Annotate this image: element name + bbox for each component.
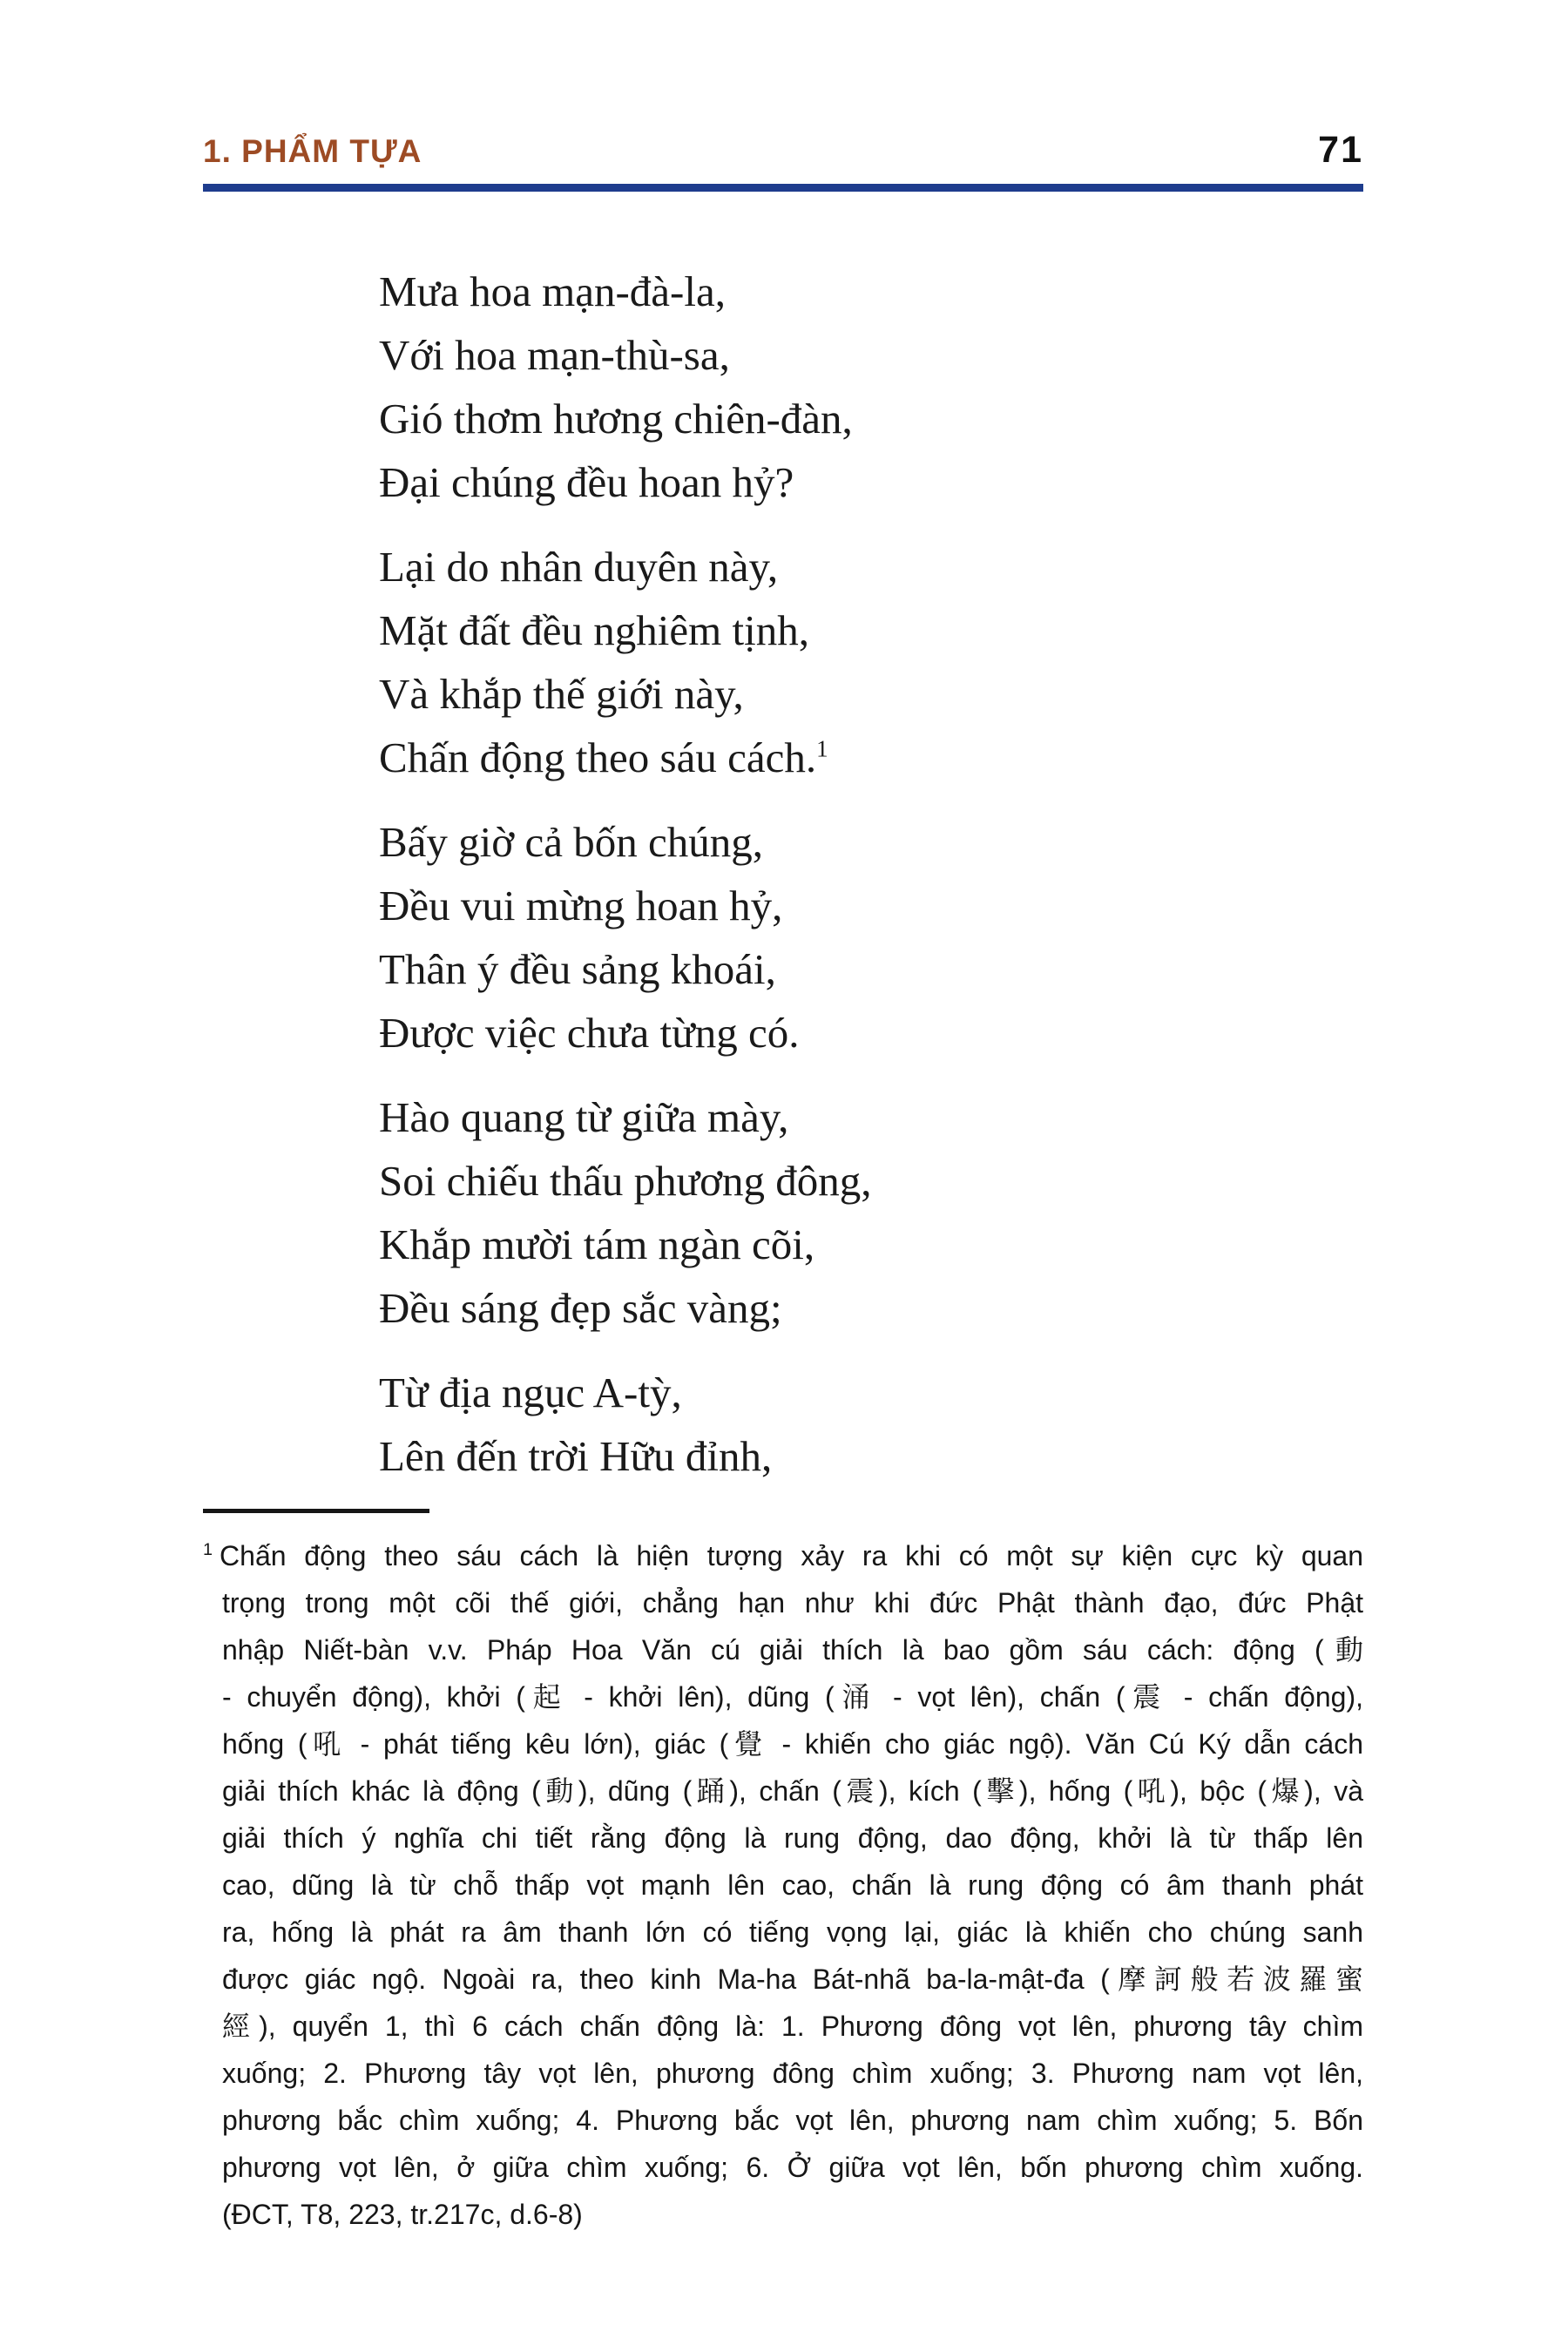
footnote-line: được giác ngộ. Ngoài ra, theo kinh Ma-ha Bát-nhã ba-la-mật-đa (摩訶般若波羅蜜 <box>222 1963 1363 1995</box>
footnote-text <box>203 1532 1363 2238</box>
verse-line: Lên đến trời Hữu đỉnh, <box>379 1432 773 1480</box>
verse-line: Được việc chưa từng có. <box>379 1009 800 1057</box>
footnote-section <box>203 1509 1363 2238</box>
footnote-ref: 1 <box>816 735 828 762</box>
footnote-line: trọng trong một cõi thế giới, chẳng hạn như khi đức Phật thành đạo, đức Phật <box>222 1587 1363 1619</box>
verse-line: Đều vui mừng hoan hỷ, <box>379 882 783 929</box>
verse-line: Đại chúng đều hoan hỷ? <box>379 458 794 506</box>
footnote-line: hống (吼 - phát tiếng kêu lớn), giác (覺 - khiến cho giác ngộ). Văn Cú Ký dẫn cách <box>222 1728 1363 1760</box>
footnote-line: phương bắc chìm xuống; 4. Phương bắc vọt lên, phương nam chìm xuống; 5. Bốn <box>222 2105 1363 2136</box>
verse-line: Lại do nhân duyên này, <box>379 543 779 591</box>
verse-line: Gió thơm hương chiên-đàn, <box>379 395 853 443</box>
verse-line: Từ địa ngục A-tỳ, <box>379 1369 682 1416</box>
verse-line: Khắp mười tám ngàn cõi, <box>379 1220 815 1268</box>
footnote-line: giải thích khác là động (動), dũng (踊), chấn (震), kích (擊), hống (吼), bộc (爆), và <box>222 1775 1363 1807</box>
verse-line: Đều sáng đẹp sắc vàng; <box>379 1284 782 1332</box>
verse-line: Bấy giờ cả bốn chúng, <box>379 818 763 866</box>
footnote-line: giải thích ý nghĩa chi tiết rằng động là rung động, dao động, khởi là từ thấp lên <box>222 1822 1363 1854</box>
footnote-line: (ĐCT, T8, 223, tr.217c, d.6-8) <box>222 2199 583 2230</box>
verse-line: Hào quang từ giữa mày, <box>379 1093 789 1141</box>
footnote-marker: 1 <box>203 1540 213 1560</box>
verse-line: Và khắp thế giới này, <box>379 670 744 718</box>
footnote-line: - chuyển động), khởi (起 - khởi lên), dũng (涌 - vọt lên), chấn (震 - chấn động), <box>222 1681 1363 1713</box>
verse-line: Chấn động theo sáu cách.$^1$ <box>379 733 828 781</box>
footnote-line: nhập Niết-bàn v.v. Pháp Hoa Văn cú giải thích là bao gồm sáu cách: động (動 <box>222 1634 1363 1666</box>
footnote-line: phương vọt lên, ở giữa chìm xuống; 6. Ở giữa vọt lên, bốn phương chìm xuống. <box>222 2152 1363 2183</box>
footnote-rule <box>203 1509 429 1513</box>
footnote-line: ra, hống là phát ra âm thanh lớn có tiếng vọng lại, giác là khiến cho chúng sanh <box>222 1916 1363 1948</box>
verse-line: Mưa hoa mạn-đà-la, <box>379 267 726 315</box>
running-head <box>203 129 1363 172</box>
verse-line: Mặt đất đều nghiêm tịnh, <box>379 606 809 654</box>
chapter-title: 1. PHẨM TỰA <box>203 133 422 169</box>
page-number: 71 <box>1318 129 1363 171</box>
page-header <box>203 129 1363 192</box>
stanza <box>379 1361 1363 1488</box>
verse-section <box>379 260 1363 1488</box>
verse-line: Soi chiếu thấu phương đông, <box>379 1157 872 1205</box>
stanza <box>379 260 1363 514</box>
stanza <box>379 535 1363 789</box>
footnote-line: xuống; 2. Phương tây vọt lên, phương đông chìm xuống; 3. Phương nam vọt lên, <box>222 2058 1363 2089</box>
header-rule <box>203 184 1363 192</box>
footnote-line: $^1$ Chấn động theo sáu cách là hiện tượng xảy ra khi có một sự kiện cực kỳ quan <box>203 1540 1363 1571</box>
verse-line: Với hoa mạn-thù-sa, <box>379 331 730 379</box>
stanza <box>379 810 1363 1064</box>
verse-line: Thân ý đều sảng khoái, <box>379 945 776 993</box>
footnote-line: 經), quyển 1, thì 6 cách chấn động là: 1. Phương đông vọt lên, phương tây chìm <box>222 2011 1363 2042</box>
stanza <box>379 1085 1363 1340</box>
footnote-line: cao, dũng là từ chỗ thấp vọt mạnh lên cao, chấn là rung động có âm thanh phát <box>222 1869 1363 1901</box>
